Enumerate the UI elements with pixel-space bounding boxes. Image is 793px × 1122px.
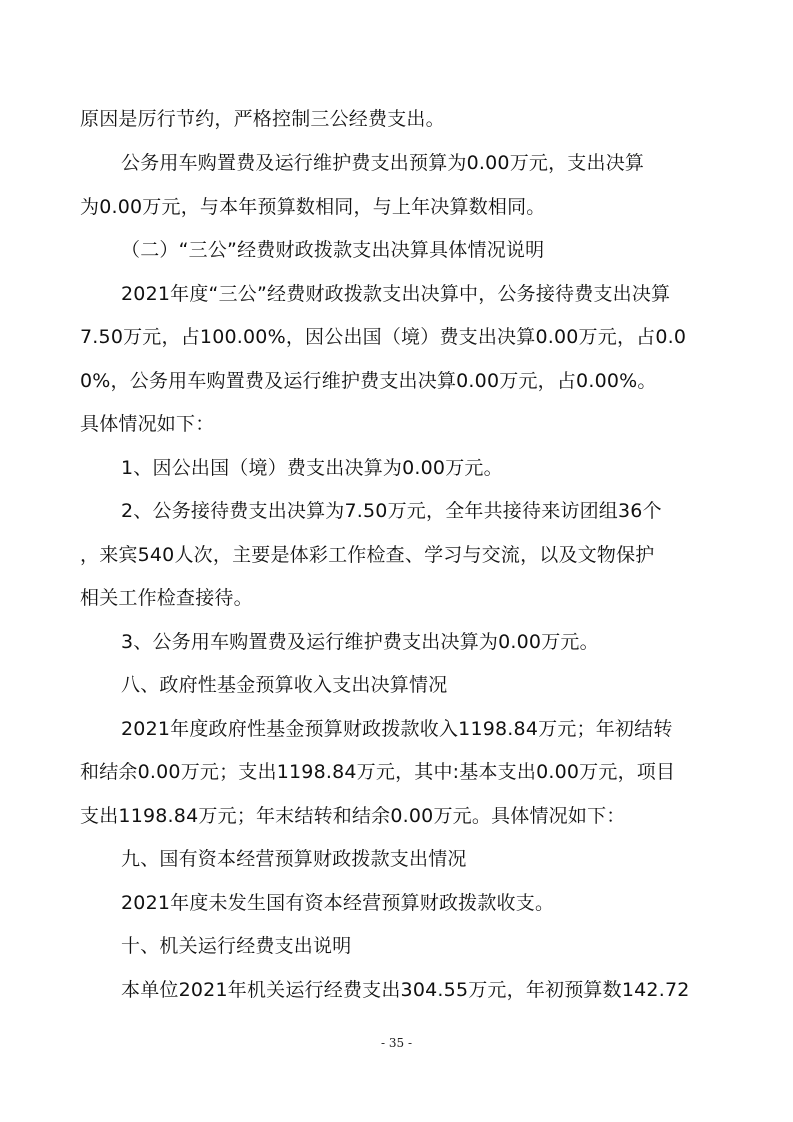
text-line: 7.50万元，占100.00%，因公出国（境）费支出决算0.00万元，占0.0 <box>80 326 687 348</box>
text-line: 2021年度“三公”经费财政拨款支出决算中，公务接待费支出决算 <box>121 283 671 305</box>
text-line: 和结余0.00万元；支出1198.84万元，其中:基本支出0.00万元，项目 <box>80 761 676 783</box>
text-line: 具体情况如下： <box>80 413 215 435</box>
list-item: 3、公务用车购置费及运行维护费支出决算为0.00万元。 <box>121 631 599 653</box>
text-line: ，来宾540人次，主要是体彩工作检查、学习与交流，以及文物保护 <box>80 544 655 566</box>
section-heading: 九、国有资本经营预算财政拨款支出情况 <box>121 848 467 870</box>
section-heading: 十、机关运行经费支出说明 <box>121 935 352 957</box>
text-line: 为0.00万元，与本年预算数相同，与上年决算数相同。 <box>80 196 546 218</box>
text-line: 本单位2021年机关运行经费支出304.55万元，年初预算数142.72 <box>121 979 690 1001</box>
text-line: 相关工作检查接待。 <box>80 587 253 609</box>
text-line: 2021年度政府性基金预算财政拨款收入1198.84万元；年初结转 <box>121 718 673 740</box>
section-heading: （二）“三公”经费财政拨款支出决算具体情况说明 <box>121 239 545 261</box>
section-heading: 八、政府性基金预算收入支出决算情况 <box>121 674 448 696</box>
list-item: 1、因公出国（境）费支出决算为0.00万元。 <box>121 457 503 479</box>
text-line: 原因是厉行节约，严格控制三公经费支出。 <box>80 108 445 130</box>
page-number: - 35 - <box>380 1036 412 1050</box>
text-line: 公务用车购置费及运行维护费支出预算为0.00万元，支出决算 <box>121 152 645 174</box>
text-line: 2021年度未发生国有资本经营预算财政拨款收支。 <box>121 892 555 914</box>
text-line: 支出1198.84万元；年末结转和结余0.00万元。具体情况如下： <box>80 805 626 827</box>
list-item: 2、公务接待费支出决算为7.50万元，全年共接待来访团组36个 <box>121 500 662 522</box>
text-line: 0%，公务用车购置费及运行维护费支出决算0.00万元，占0.00%。 <box>80 370 657 392</box>
